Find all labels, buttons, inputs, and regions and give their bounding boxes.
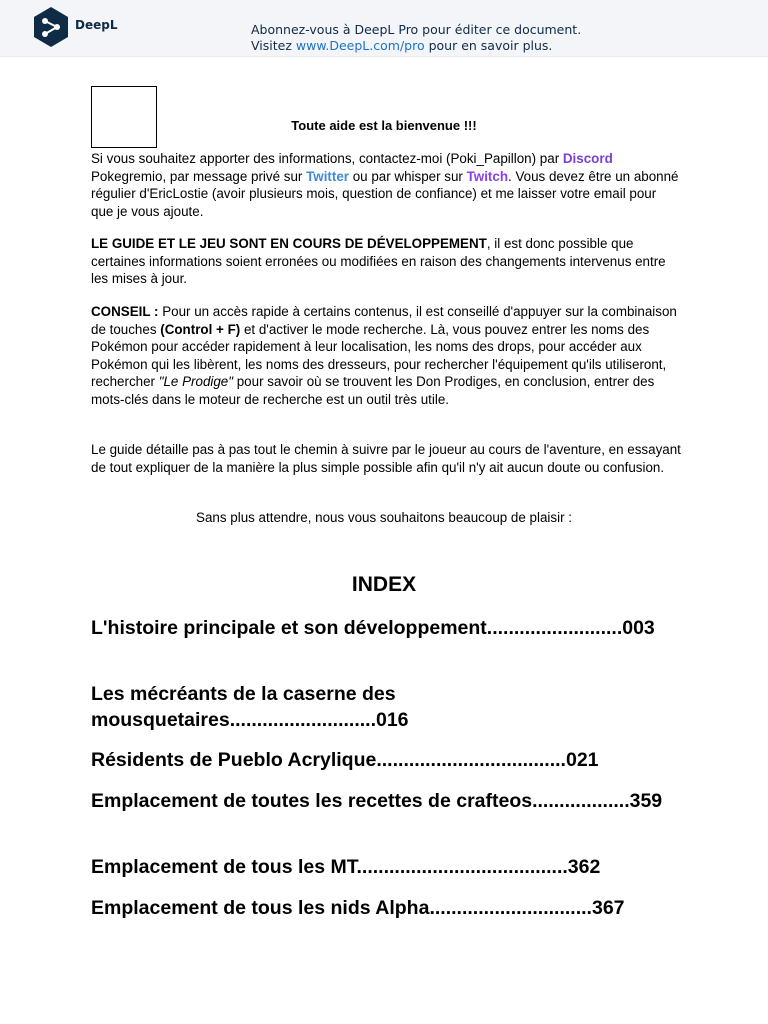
promo-line-2	[251, 38, 581, 54]
toc-entry[interactable]: Emplacement de tous les nids Alpha..............................367	[91, 897, 625, 919]
index-title: INDEX	[351, 573, 417, 596]
closing-paragraph: Sans plus attendre, nous vous souhaitons beaucoup de plaisir :	[196, 510, 572, 525]
promo-line-1: Abonnez-vous à DeepL Pro pour éditer ce document.	[251, 22, 582, 37]
promo-prefix: Visitez	[251, 38, 296, 53]
twitter-link[interactable]: Twitter	[306, 168, 349, 184]
toc-entry[interactable]: Emplacement de tous les MT.......................................362	[91, 856, 601, 878]
contact-paragraph	[91, 150, 681, 220]
development-paragraph	[91, 235, 681, 288]
toc-entry[interactable]: Les mécréants de la caserne des mousquetaires...........................016	[91, 683, 409, 731]
development-bold: LE GUIDE ET LE JEU SONT EN COURS DE DÉVELOPPEMENT	[91, 236, 487, 251]
deepl-pro-link[interactable]: www.DeepL.com/pro	[295, 38, 425, 53]
contact-text-b: Pokegremio, par message privé sur	[91, 168, 307, 184]
contact-text-c: ou par whisper sur	[349, 168, 467, 184]
discord-link[interactable]: Discord	[562, 151, 613, 166]
guide-paragraph: Le guide détaille pas à pas tout le chemin à suivre par le joueur au cours de l'aventure, en essayant de tout expliquer de la manière la plus simple possible afin qu'il n'y ait aucun doute ou confusion.	[91, 442, 681, 475]
image-placeholder	[91, 86, 157, 148]
development-text: , il est donc possible que certaines informations soient erronées ou modifiées en raison des changements intervenus entre les mises à jour.	[91, 236, 666, 287]
prodige-search-term: "Le Prodige"	[158, 374, 234, 390]
toc-entry[interactable]: Résidents de Pueblo Acrylique...................................021	[91, 749, 599, 771]
advice-label: CONSEIL :	[91, 304, 159, 319]
deepl-banner	[0, 0, 768, 57]
advice-paragraph	[91, 303, 681, 409]
welcome-text: Toute aide est la bienvenue !!!	[291, 118, 477, 133]
toc-entry[interactable]: Emplacement de toutes les recettes de crafteos..................359	[91, 790, 663, 812]
advice-text-c: pour savoir où se trouvent les Don Prodiges, en conclusion, entrer des mots-clés dans le moteur de recherche est un outil très utile.	[91, 374, 655, 407]
advice-text-a: Pour un accès rapide à certains contenus, il est conseillé d'appuyer sur la combinaison de touches	[91, 304, 677, 337]
welcome-heading	[0, 118, 768, 133]
contact-text-a: Si vous souhaitez apporter des informations, contactez-moi (Poki_Papillon) par	[91, 151, 563, 166]
brand-name: DeepL	[75, 18, 118, 32]
deepl-logo-icon[interactable]	[33, 6, 69, 48]
toc-entry[interactable]: L'histoire principale et son développement.........................003	[91, 617, 655, 639]
twitch-link[interactable]: Twitch	[466, 168, 509, 184]
promo-suffix: pour en savoir plus.	[424, 38, 553, 53]
shortcut-keys: (Control + F)	[160, 321, 241, 337]
advice-text-b: et d'activer le mode recherche. Là, vous pouvez entrer les noms des Pokémon pour accéder rapidement à leur localisation, les noms des drops, pour accéder aux Pokémon qui les libèrent, les noms des dresseurs, pour rechercher l'équipement qu'ils utiliseront, rechercher	[91, 321, 667, 390]
contact-text-d: . Vous devez être un abonné régulier d'EricLostie (avoir plusieurs mois, question de confiance) et me laisser votre email pour que je vous ajoute.	[91, 168, 679, 219]
promo-text	[251, 22, 581, 54]
